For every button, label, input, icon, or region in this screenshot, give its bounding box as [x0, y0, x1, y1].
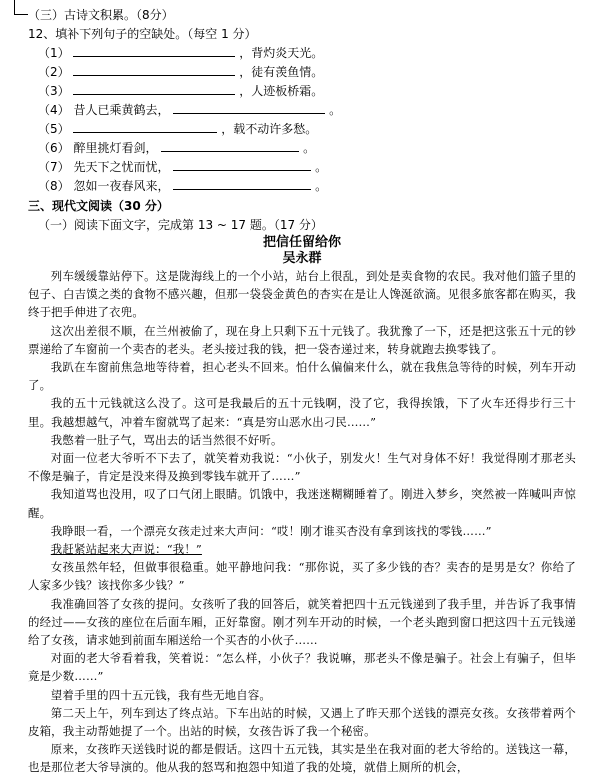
fill-item — [28, 44, 576, 63]
article-paragraph: 这次出差很不顺，在兰州被偷了，现在身上只剩下五十元钱了。我犹豫了一下，还是把这张五十元的钞票递给了车窗前一个卖杏的老头。老头接过我的钱，把一袋杏递过来，转身就跑去换零钱了。 — [28, 323, 576, 356]
item-text: 。 — [303, 141, 316, 155]
item-text: 。 — [315, 179, 328, 193]
exam-page — [28, 4, 576, 777]
item-number: （4） — [38, 103, 70, 117]
item-text: 忽如一夜春风来， — [73, 179, 170, 193]
article-paragraph: 望着手里的四十五元钱，我有些无地自容。 — [50, 687, 272, 702]
item-text: ，背灼炎天光。 — [239, 46, 324, 60]
article-paragraph: 对面的老大爷看着我，笑着说：“怎么样，小伙子？我说嘛，那老头不像是骗子。社会上有骗子，但毕竟是少数……” — [28, 651, 576, 684]
underlined-paragraph: 我赶紧站起来大声说：“我！” — [50, 542, 202, 557]
fill-item — [28, 177, 576, 196]
answer-blank[interactable] — [161, 139, 299, 152]
fill-blank-list — [28, 44, 576, 196]
article-author: 吴永群 — [282, 251, 322, 266]
article-paragraph: 我憋着一肚子气，骂出去的话当然很不好听。 — [50, 432, 283, 447]
item-text: ，载不动许多愁。 — [221, 122, 318, 136]
article-paragraph: 我准确回答了女孩的提问。女孩听了我的回答后，就笑着把四十五元钱递到了我手里，并告诉了我事情的经过——女孩的座位在后面车厢，正好靠窗。刚才列车开动的时候，一个老头跑到窗口把这四十五元钱递给了女孩，请求她到前面车厢送给一个买杏的小伙子…… — [28, 596, 576, 648]
answer-blank[interactable] — [173, 101, 325, 114]
item-text: 醉里挑灯看剑， — [73, 141, 158, 155]
item-text: ，人迹板桥霜。 — [239, 84, 324, 98]
question-instruction: 12、填补下列句子的空缺处。（每空 1 分） — [28, 27, 257, 41]
fill-item — [28, 139, 576, 158]
article-paragraph: 对面一位老大爷听不下去了，就笑着劝我说：“小伙子，别发火！生气对身体不好！我觉得刚才那老头不像是骗子，肯定是没来得及换到零钱车就开了……” — [28, 451, 576, 484]
item-text: 。 — [329, 103, 342, 117]
item-number: （1） — [38, 46, 70, 60]
item-number: （3） — [38, 84, 70, 98]
article-paragraph: 我睁眼一看，一个漂亮女孩走过来大声问：“哎！刚才谁买杏没有拿到该找的零钱……” — [50, 523, 492, 538]
item-number: （6） — [38, 141, 70, 155]
item-number: （8） — [38, 179, 70, 193]
answer-blank[interactable] — [73, 82, 235, 95]
item-text: ，徒有羡鱼情。 — [239, 65, 324, 79]
fill-item — [28, 158, 576, 177]
item-number: （5） — [38, 122, 70, 136]
item-text: 先天下之忧而忧， — [73, 160, 170, 174]
article-paragraph: 列车缓缓靠站停下。这是陇海线上的一个小站，站台上很乱，到处是卖食物的农民。我对他们篮子里的包子、白吉馍之类的食物不感兴趣，但那一袋袋金黄色的杏实在是让人馋涎欲滴。见很多旅客都在购买，我终于把手伸进了衣兜。 — [28, 269, 576, 320]
item-number: （2） — [38, 65, 70, 79]
answer-blank[interactable] — [173, 177, 311, 190]
article-title: 把信任留给你 — [262, 235, 341, 250]
section-header: （三）古诗文积累。（8分） — [28, 8, 174, 22]
fill-item — [28, 82, 576, 101]
fill-item — [28, 101, 576, 120]
article-body — [28, 267, 576, 777]
answer-blank[interactable] — [73, 44, 235, 57]
article-paragraph: 我的五十元钱就这么没了。这可是我最后的五十元钱啊，没了它，我得挨饿，下了火车还得步行三十里。我越想越气，冲着车窗就骂了起来：“真是穷山恶水出刁民……” — [28, 396, 576, 429]
fill-item — [28, 120, 576, 139]
answer-blank[interactable] — [73, 120, 217, 133]
article-paragraph: 女孩虽然年轻，但做事很稳重。她平静地问我：“那你说，买了多少钱的杏？卖杏的是男是女？你给了人家多少钱？该找你多少钱？” — [28, 560, 576, 593]
item-text: 。 — [315, 160, 328, 174]
section-header: 三、现代文阅读（30 分） — [28, 199, 169, 213]
article-paragraph: 我知道骂也没用，叹了口气闭上眼睛。饥饿中，我迷迷糊糊睡着了。刚进入梦乡，突然被一阵喊叫声惊醒。 — [28, 487, 576, 520]
page-corner-mark — [14, 0, 15, 14]
fill-item — [28, 63, 576, 82]
answer-blank[interactable] — [173, 158, 311, 171]
article-paragraph: 第二天上午，列车到达了终点站。下车出站的时候，又遇上了昨天那个送钱的漂亮女孩。女孩带着两个皮箱，我主动帮她提了一个。出站的时候，女孩告诉了我一个秘密。 — [28, 705, 576, 739]
item-number: （7） — [38, 160, 70, 174]
sub-section-header: （一）阅读下面文字，完成第 13 ~ 17 题。（17 分） — [38, 218, 323, 232]
article-paragraph: 我趴在车窗前焦急地等待着，担心老头不回来。怕什么偏偏来什么，就在我焦急等待的时候，列车开动了。 — [28, 360, 576, 393]
answer-blank[interactable] — [73, 63, 235, 76]
page-corner-mark — [14, 14, 28, 15]
item-text: 昔人已乘黄鹤去， — [73, 103, 170, 117]
article-paragraph: 原来，女孩昨天送钱时说的都是假话。这四十五元钱，其实是坐在我对面的老大爷给的。送钱这一幕，也是那位老大爷导演的。他从我的怒骂和抱怨中知道了我的处境，就借上厕所的机会， — [28, 742, 576, 775]
